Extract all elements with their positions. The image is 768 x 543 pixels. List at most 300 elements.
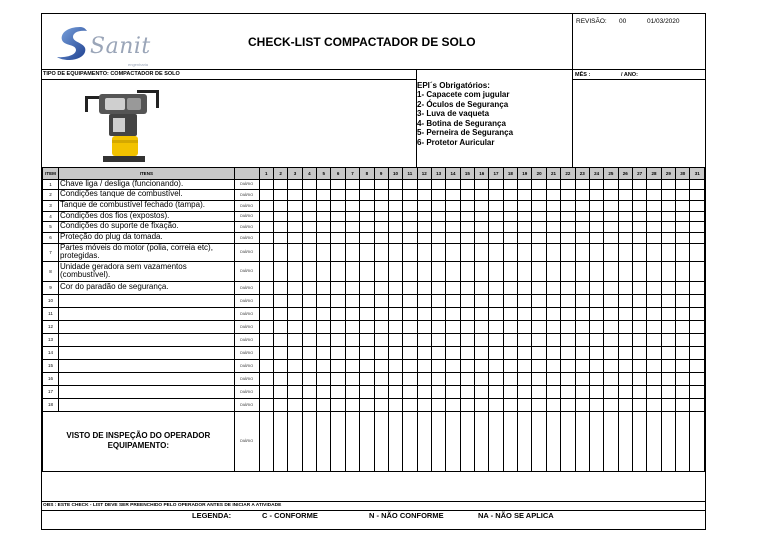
day-check-cell[interactable] [632, 232, 646, 243]
day-check-cell[interactable] [417, 281, 431, 294]
day-check-cell[interactable] [273, 281, 287, 294]
day-check-cell[interactable] [374, 261, 388, 281]
day-check-cell[interactable] [302, 333, 316, 346]
day-check-cell[interactable] [661, 211, 675, 221]
day-check-cell[interactable] [618, 200, 632, 211]
day-check-cell[interactable] [647, 281, 661, 294]
day-check-cell[interactable] [475, 281, 489, 294]
day-check-cell[interactable] [403, 281, 417, 294]
day-check-cell[interactable] [360, 333, 374, 346]
day-check-cell[interactable] [317, 261, 331, 281]
day-check-cell[interactable] [676, 385, 690, 398]
day-check-cell[interactable] [317, 359, 331, 372]
day-check-cell[interactable] [618, 333, 632, 346]
day-check-cell[interactable] [575, 180, 589, 190]
day-check-cell[interactable] [431, 294, 445, 307]
day-check-cell[interactable] [618, 385, 632, 398]
day-check-cell[interactable] [403, 221, 417, 232]
day-check-cell[interactable] [431, 221, 445, 232]
day-check-cell[interactable] [661, 200, 675, 211]
day-check-cell[interactable] [589, 333, 603, 346]
day-check-cell[interactable] [388, 211, 402, 221]
day-check-cell[interactable] [632, 200, 646, 211]
day-check-cell[interactable] [503, 307, 517, 320]
day-check-cell[interactable] [503, 294, 517, 307]
day-check-cell[interactable] [259, 232, 273, 243]
day-check-cell[interactable] [446, 232, 460, 243]
day-check-cell[interactable] [331, 333, 345, 346]
day-check-cell[interactable] [273, 221, 287, 232]
day-check-cell[interactable] [403, 232, 417, 243]
day-check-cell[interactable] [546, 320, 560, 333]
day-check-cell[interactable] [475, 294, 489, 307]
day-check-cell[interactable] [532, 294, 546, 307]
day-check-cell[interactable] [360, 243, 374, 261]
day-check-cell[interactable] [503, 281, 517, 294]
day-check-cell[interactable] [618, 180, 632, 190]
day-check-cell[interactable] [632, 221, 646, 232]
day-check-cell[interactable] [661, 359, 675, 372]
day-check-cell[interactable] [360, 398, 374, 411]
day-check-cell[interactable] [604, 211, 618, 221]
day-check-cell[interactable] [503, 221, 517, 232]
day-check-cell[interactable] [604, 261, 618, 281]
day-check-cell[interactable] [647, 346, 661, 359]
day-check-cell[interactable] [345, 211, 359, 221]
day-check-cell[interactable] [647, 320, 661, 333]
day-check-cell[interactable] [403, 398, 417, 411]
day-check-cell[interactable] [417, 372, 431, 385]
day-check-cell[interactable] [374, 211, 388, 221]
day-check-cell[interactable] [317, 385, 331, 398]
day-check-cell[interactable] [575, 261, 589, 281]
day-check-cell[interactable] [360, 232, 374, 243]
day-check-cell[interactable] [503, 232, 517, 243]
day-check-cell[interactable] [575, 307, 589, 320]
day-check-cell[interactable] [273, 359, 287, 372]
day-check-cell[interactable] [388, 200, 402, 211]
day-check-cell[interactable] [546, 281, 560, 294]
day-check-cell[interactable] [273, 333, 287, 346]
day-check-cell[interactable] [618, 320, 632, 333]
day-check-cell[interactable] [360, 359, 374, 372]
day-check-cell[interactable] [259, 398, 273, 411]
day-check-cell[interactable] [288, 232, 302, 243]
day-check-cell[interactable] [589, 221, 603, 232]
day-check-cell[interactable] [288, 333, 302, 346]
day-check-cell[interactable] [460, 320, 474, 333]
day-check-cell[interactable] [561, 398, 575, 411]
day-check-cell[interactable] [288, 359, 302, 372]
day-check-cell[interactable] [388, 398, 402, 411]
day-check-cell[interactable] [446, 261, 460, 281]
day-check-cell[interactable] [632, 359, 646, 372]
day-check-cell[interactable] [647, 243, 661, 261]
day-check-cell[interactable] [618, 211, 632, 221]
day-check-cell[interactable] [518, 180, 532, 190]
day-check-cell[interactable] [546, 372, 560, 385]
day-check-cell[interactable] [273, 211, 287, 221]
visto-signature-cell[interactable] [475, 411, 489, 471]
day-check-cell[interactable] [604, 372, 618, 385]
day-check-cell[interactable] [417, 333, 431, 346]
day-check-cell[interactable] [273, 243, 287, 261]
day-check-cell[interactable] [374, 281, 388, 294]
day-check-cell[interactable] [475, 385, 489, 398]
day-check-cell[interactable] [273, 398, 287, 411]
day-check-cell[interactable] [288, 261, 302, 281]
day-check-cell[interactable] [388, 281, 402, 294]
day-check-cell[interactable] [532, 232, 546, 243]
day-check-cell[interactable] [475, 320, 489, 333]
day-check-cell[interactable] [259, 294, 273, 307]
day-check-cell[interactable] [618, 221, 632, 232]
day-check-cell[interactable] [431, 189, 445, 200]
day-check-cell[interactable] [374, 320, 388, 333]
day-check-cell[interactable] [403, 372, 417, 385]
day-check-cell[interactable] [331, 243, 345, 261]
day-check-cell[interactable] [632, 372, 646, 385]
day-check-cell[interactable] [403, 211, 417, 221]
day-check-cell[interactable] [331, 359, 345, 372]
day-check-cell[interactable] [273, 346, 287, 359]
day-check-cell[interactable] [503, 346, 517, 359]
day-check-cell[interactable] [360, 200, 374, 211]
day-check-cell[interactable] [489, 200, 503, 211]
visto-signature-cell[interactable] [403, 411, 417, 471]
day-check-cell[interactable] [460, 372, 474, 385]
day-check-cell[interactable] [503, 211, 517, 221]
day-check-cell[interactable] [661, 398, 675, 411]
day-check-cell[interactable] [302, 307, 316, 320]
day-check-cell[interactable] [288, 385, 302, 398]
day-check-cell[interactable] [460, 385, 474, 398]
day-check-cell[interactable] [331, 294, 345, 307]
day-check-cell[interactable] [676, 261, 690, 281]
day-check-cell[interactable] [388, 180, 402, 190]
day-check-cell[interactable] [532, 346, 546, 359]
day-check-cell[interactable] [345, 359, 359, 372]
day-check-cell[interactable] [647, 200, 661, 211]
day-check-cell[interactable] [331, 320, 345, 333]
day-check-cell[interactable] [532, 307, 546, 320]
day-check-cell[interactable] [690, 359, 705, 372]
day-check-cell[interactable] [604, 333, 618, 346]
day-check-cell[interactable] [259, 180, 273, 190]
day-check-cell[interactable] [647, 221, 661, 232]
day-check-cell[interactable] [489, 261, 503, 281]
day-check-cell[interactable] [374, 359, 388, 372]
day-check-cell[interactable] [288, 200, 302, 211]
day-check-cell[interactable] [503, 359, 517, 372]
day-check-cell[interactable] [302, 294, 316, 307]
day-check-cell[interactable] [259, 372, 273, 385]
day-check-cell[interactable] [690, 243, 705, 261]
day-check-cell[interactable] [561, 261, 575, 281]
day-check-cell[interactable] [431, 333, 445, 346]
day-check-cell[interactable] [532, 333, 546, 346]
day-check-cell[interactable] [360, 189, 374, 200]
day-check-cell[interactable] [690, 320, 705, 333]
day-check-cell[interactable] [532, 359, 546, 372]
day-check-cell[interactable] [331, 211, 345, 221]
day-check-cell[interactable] [561, 307, 575, 320]
visto-signature-cell[interactable] [647, 411, 661, 471]
day-check-cell[interactable] [532, 211, 546, 221]
day-check-cell[interactable] [546, 232, 560, 243]
day-check-cell[interactable] [302, 261, 316, 281]
day-check-cell[interactable] [690, 261, 705, 281]
day-check-cell[interactable] [417, 200, 431, 211]
visto-signature-cell[interactable] [618, 411, 632, 471]
day-check-cell[interactable] [446, 385, 460, 398]
day-check-cell[interactable] [288, 372, 302, 385]
day-check-cell[interactable] [460, 189, 474, 200]
day-check-cell[interactable] [632, 398, 646, 411]
day-check-cell[interactable] [431, 346, 445, 359]
day-check-cell[interactable] [446, 221, 460, 232]
visto-signature-cell[interactable] [431, 411, 445, 471]
day-check-cell[interactable] [374, 180, 388, 190]
day-check-cell[interactable] [489, 221, 503, 232]
day-check-cell[interactable] [489, 232, 503, 243]
day-check-cell[interactable] [546, 359, 560, 372]
day-check-cell[interactable] [632, 211, 646, 221]
day-check-cell[interactable] [690, 372, 705, 385]
day-check-cell[interactable] [403, 385, 417, 398]
day-check-cell[interactable] [403, 333, 417, 346]
day-check-cell[interactable] [417, 221, 431, 232]
day-check-cell[interactable] [317, 294, 331, 307]
day-check-cell[interactable] [618, 346, 632, 359]
day-check-cell[interactable] [690, 281, 705, 294]
day-check-cell[interactable] [546, 180, 560, 190]
day-check-cell[interactable] [475, 398, 489, 411]
visto-signature-cell[interactable] [503, 411, 517, 471]
day-check-cell[interactable] [446, 346, 460, 359]
day-check-cell[interactable] [575, 211, 589, 221]
day-check-cell[interactable] [647, 333, 661, 346]
day-check-cell[interactable] [532, 189, 546, 200]
day-check-cell[interactable] [388, 243, 402, 261]
day-check-cell[interactable] [632, 261, 646, 281]
day-check-cell[interactable] [618, 398, 632, 411]
day-check-cell[interactable] [676, 372, 690, 385]
day-check-cell[interactable] [561, 372, 575, 385]
day-check-cell[interactable] [475, 359, 489, 372]
day-check-cell[interactable] [518, 243, 532, 261]
day-check-cell[interactable] [632, 189, 646, 200]
day-check-cell[interactable] [546, 261, 560, 281]
day-check-cell[interactable] [647, 232, 661, 243]
day-check-cell[interactable] [589, 346, 603, 359]
day-check-cell[interactable] [489, 333, 503, 346]
day-check-cell[interactable] [345, 232, 359, 243]
day-check-cell[interactable] [561, 211, 575, 221]
day-check-cell[interactable] [618, 261, 632, 281]
day-check-cell[interactable] [388, 294, 402, 307]
day-check-cell[interactable] [661, 189, 675, 200]
day-check-cell[interactable] [345, 320, 359, 333]
day-check-cell[interactable] [360, 211, 374, 221]
day-check-cell[interactable] [690, 211, 705, 221]
visto-signature-cell[interactable] [575, 411, 589, 471]
day-check-cell[interactable] [331, 189, 345, 200]
day-check-cell[interactable] [331, 261, 345, 281]
day-check-cell[interactable] [302, 320, 316, 333]
day-check-cell[interactable] [503, 372, 517, 385]
visto-signature-cell[interactable] [690, 411, 705, 471]
day-check-cell[interactable] [532, 180, 546, 190]
day-check-cell[interactable] [273, 232, 287, 243]
day-check-cell[interactable] [345, 333, 359, 346]
day-check-cell[interactable] [431, 320, 445, 333]
day-check-cell[interactable] [446, 320, 460, 333]
day-check-cell[interactable] [360, 320, 374, 333]
day-check-cell[interactable] [575, 372, 589, 385]
day-check-cell[interactable] [532, 281, 546, 294]
day-check-cell[interactable] [676, 281, 690, 294]
day-check-cell[interactable] [360, 261, 374, 281]
day-check-cell[interactable] [676, 200, 690, 211]
day-check-cell[interactable] [503, 180, 517, 190]
day-check-cell[interactable] [604, 307, 618, 320]
day-check-cell[interactable] [345, 180, 359, 190]
day-check-cell[interactable] [259, 200, 273, 211]
day-check-cell[interactable] [676, 211, 690, 221]
day-check-cell[interactable] [589, 200, 603, 211]
day-check-cell[interactable] [647, 385, 661, 398]
day-check-cell[interactable] [489, 372, 503, 385]
day-check-cell[interactable] [417, 232, 431, 243]
visto-signature-cell[interactable] [360, 411, 374, 471]
day-check-cell[interactable] [259, 211, 273, 221]
day-check-cell[interactable] [475, 243, 489, 261]
day-check-cell[interactable] [561, 243, 575, 261]
day-check-cell[interactable] [632, 385, 646, 398]
day-check-cell[interactable] [317, 211, 331, 221]
day-check-cell[interactable] [676, 243, 690, 261]
day-check-cell[interactable] [446, 333, 460, 346]
day-check-cell[interactable] [302, 398, 316, 411]
day-check-cell[interactable] [475, 307, 489, 320]
day-check-cell[interactable] [331, 398, 345, 411]
day-check-cell[interactable] [331, 281, 345, 294]
day-check-cell[interactable] [345, 243, 359, 261]
day-check-cell[interactable] [604, 243, 618, 261]
visto-signature-cell[interactable] [273, 411, 287, 471]
day-check-cell[interactable] [518, 200, 532, 211]
day-check-cell[interactable] [475, 189, 489, 200]
day-check-cell[interactable] [331, 232, 345, 243]
day-check-cell[interactable] [632, 346, 646, 359]
day-check-cell[interactable] [661, 320, 675, 333]
day-check-cell[interactable] [518, 232, 532, 243]
day-check-cell[interactable] [532, 261, 546, 281]
day-check-cell[interactable] [259, 333, 273, 346]
day-check-cell[interactable] [460, 281, 474, 294]
day-check-cell[interactable] [288, 221, 302, 232]
day-check-cell[interactable] [604, 200, 618, 211]
day-check-cell[interactable] [431, 211, 445, 221]
day-check-cell[interactable] [518, 189, 532, 200]
visto-signature-cell[interactable] [604, 411, 618, 471]
day-check-cell[interactable] [302, 221, 316, 232]
day-check-cell[interactable] [475, 333, 489, 346]
day-check-cell[interactable] [676, 221, 690, 232]
day-check-cell[interactable] [532, 385, 546, 398]
day-check-cell[interactable] [259, 307, 273, 320]
day-check-cell[interactable] [417, 211, 431, 221]
day-check-cell[interactable] [446, 243, 460, 261]
day-check-cell[interactable] [676, 359, 690, 372]
day-check-cell[interactable] [431, 243, 445, 261]
day-check-cell[interactable] [589, 281, 603, 294]
day-check-cell[interactable] [388, 359, 402, 372]
day-check-cell[interactable] [632, 307, 646, 320]
visto-signature-cell[interactable] [532, 411, 546, 471]
day-check-cell[interactable] [589, 372, 603, 385]
day-check-cell[interactable] [575, 221, 589, 232]
day-check-cell[interactable] [431, 200, 445, 211]
day-check-cell[interactable] [647, 372, 661, 385]
day-check-cell[interactable] [532, 221, 546, 232]
day-check-cell[interactable] [618, 189, 632, 200]
day-check-cell[interactable] [561, 281, 575, 294]
visto-signature-cell[interactable] [345, 411, 359, 471]
day-check-cell[interactable] [403, 320, 417, 333]
day-check-cell[interactable] [388, 372, 402, 385]
day-check-cell[interactable] [546, 221, 560, 232]
day-check-cell[interactable] [431, 398, 445, 411]
day-check-cell[interactable] [575, 189, 589, 200]
day-check-cell[interactable] [302, 180, 316, 190]
day-check-cell[interactable] [288, 307, 302, 320]
day-check-cell[interactable] [489, 189, 503, 200]
day-check-cell[interactable] [273, 385, 287, 398]
day-check-cell[interactable] [518, 398, 532, 411]
day-check-cell[interactable] [259, 346, 273, 359]
day-check-cell[interactable] [489, 346, 503, 359]
day-check-cell[interactable] [388, 307, 402, 320]
day-check-cell[interactable] [374, 221, 388, 232]
day-check-cell[interactable] [360, 307, 374, 320]
day-check-cell[interactable] [345, 307, 359, 320]
day-check-cell[interactable] [417, 189, 431, 200]
day-check-cell[interactable] [403, 294, 417, 307]
day-check-cell[interactable] [561, 180, 575, 190]
day-check-cell[interactable] [532, 320, 546, 333]
day-check-cell[interactable] [259, 385, 273, 398]
day-check-cell[interactable] [632, 281, 646, 294]
day-check-cell[interactable] [460, 294, 474, 307]
day-check-cell[interactable] [417, 359, 431, 372]
day-check-cell[interactable] [431, 359, 445, 372]
day-check-cell[interactable] [589, 180, 603, 190]
day-check-cell[interactable] [575, 385, 589, 398]
day-check-cell[interactable] [446, 189, 460, 200]
day-check-cell[interactable] [489, 294, 503, 307]
day-check-cell[interactable] [661, 180, 675, 190]
day-check-cell[interactable] [604, 398, 618, 411]
day-check-cell[interactable] [374, 346, 388, 359]
day-check-cell[interactable] [374, 189, 388, 200]
day-check-cell[interactable] [661, 372, 675, 385]
day-check-cell[interactable] [302, 232, 316, 243]
day-check-cell[interactable] [388, 346, 402, 359]
day-check-cell[interactable] [331, 180, 345, 190]
day-check-cell[interactable] [259, 261, 273, 281]
